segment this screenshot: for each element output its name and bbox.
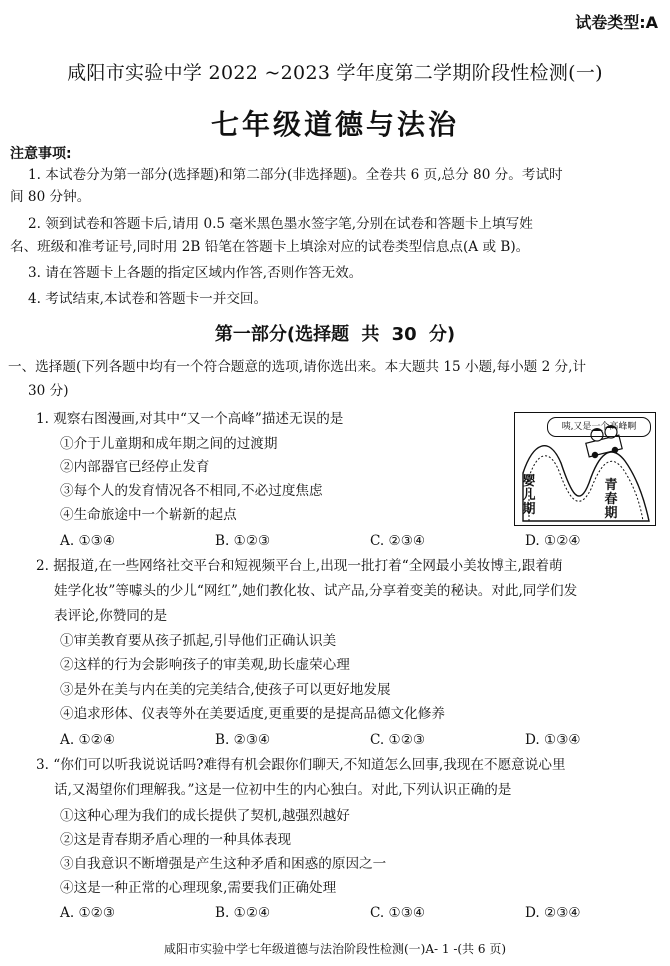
question-3-option-c: C. ①③④ (370, 905, 426, 921)
page-footer: 咸阳市实验中学七年级道德与法治阶段性检测(一)A- 1 -(共 6 页) (163, 942, 507, 956)
question-1-item: ②内部器官已经停止发育 (60, 459, 210, 475)
question-1-item: ③每个人的发育情况各不相同,不必过度焦虑 (60, 483, 323, 499)
question-3-option-d: D. ②③④ (525, 905, 581, 921)
question-2-stem: 娃学化妆”等噱头的少儿“网红”,她们教化妆、试产品,分享着变美的秘诀。对此,同学们发 (54, 583, 578, 599)
section-title: 第一部分(选择题 共 30 分) (214, 324, 456, 345)
question-2-option-a: A. ①②④ (60, 732, 116, 748)
question-2-item: ④追求形体、仪表等外在美要适度,更重要的是提高品德文化修养 (60, 706, 445, 722)
question-2-item: ①审美教育要从孩子抓起,引导他们正确认识美 (60, 633, 337, 649)
cartoon-illustration (514, 412, 656, 526)
notice-line: 4. 考试结束,本试卷和答题卡一并交回。 (28, 291, 268, 307)
question-1-stem: 1. 观察右图漫画,对其中“又一个高峰”描述无误的是 (36, 411, 344, 427)
section-instruction: 30 分) (28, 383, 69, 399)
question-2-stem: 表评论,你赞同的是 (54, 608, 168, 624)
question-3-item: ③自我意识不断增强是产生这种矛盾和困惑的原因之一 (60, 856, 387, 872)
notice-line: 1. 本试卷分为第一部分(选择题)和第二部分(非选择题)。全卷共 6 页,总分 80 分。考试时 (28, 167, 563, 183)
question-1-option-d: D. ①②④ (525, 533, 581, 549)
subject-title: 七年级道德与法治 (210, 108, 459, 141)
exam-title: 咸阳市实验中学 2022 ~2023 学年度第二学期阶段性检测(一) (67, 62, 603, 84)
question-2-option-d: D. ①③④ (525, 732, 581, 748)
speech-bubble: 咦,又是一个高峰啊 (547, 417, 651, 437)
section-instruction: 一、选择题(下列各题中均有一个符合题意的选项,请你选出来。本大题共 15 小题,每小题 2 分,计 (8, 359, 587, 375)
question-2-option-c: C. ①②③ (370, 732, 426, 748)
notice-line: 间 80 分钟。 (10, 189, 91, 205)
question-3-option-b: B. ①②④ (215, 905, 271, 921)
infancy-label: 婴儿期 (522, 474, 536, 517)
notice-line: 3. 请在答题卡上各题的指定区域内作答,否则作答无效。 (28, 265, 363, 281)
question-3-item: ①这种心理为我们的成长提供了契机,越强烈越好 (60, 808, 350, 824)
notice-line: 名、班级和准考证号,同时用 2B 铅笔在答题卡上填涂对应的试卷类型信息点(A 或 B)。 (10, 239, 530, 255)
notice-line: 2. 领到试卷和答题卡后,请用 0.5 毫米黑色墨水签字笔,分别在试卷和答题卡上填写姓 (28, 216, 533, 232)
question-1-option-b: B. ①②③ (215, 533, 271, 549)
question-2-item: ③是外在美与内在美的完美结合,使孩子可以更好地发展 (60, 682, 391, 698)
question-1-item: ④生命旅途中一个崭新的起点 (60, 507, 237, 523)
question-3-stem: 3. “你们可以听我说说话吗?难得有机会跟你们聊天,不知道怎么回事,我现在不愿意说心里 (36, 757, 566, 773)
question-1-option-a: A. ①③④ (60, 533, 116, 549)
question-2-stem: 2. 据报道,在一些网络社交平台和短视频平台上,出现一批打着“全网最小美妆博主,跟着萌 (36, 558, 563, 574)
question-3-item: ②这是青春期矛盾心理的一种具体表现 (60, 832, 292, 848)
question-3-stem: 话,又渴望你们理解我。”这是一位初中生的内心独白。对此,下列认识正确的是 (54, 782, 512, 798)
question-3-option-a: A. ①②③ (60, 905, 116, 921)
question-2-item: ②这样的行为会影响孩子的审美观,助长虚荣心理 (60, 657, 350, 673)
adolescence-label: 青春期 (604, 478, 618, 521)
question-1-item: ①介于儿童期和成年期之间的过渡期 (60, 436, 278, 452)
paper-type-label: 试卷类型:A (575, 13, 658, 32)
question-3-item: ④这是一种正常的心理现象,需要我们正确处理 (60, 880, 337, 896)
question-1-option-c: C. ②③④ (370, 533, 426, 549)
notice-heading: 注意事项: (10, 146, 72, 162)
question-2-option-b: B. ②③④ (215, 732, 271, 748)
